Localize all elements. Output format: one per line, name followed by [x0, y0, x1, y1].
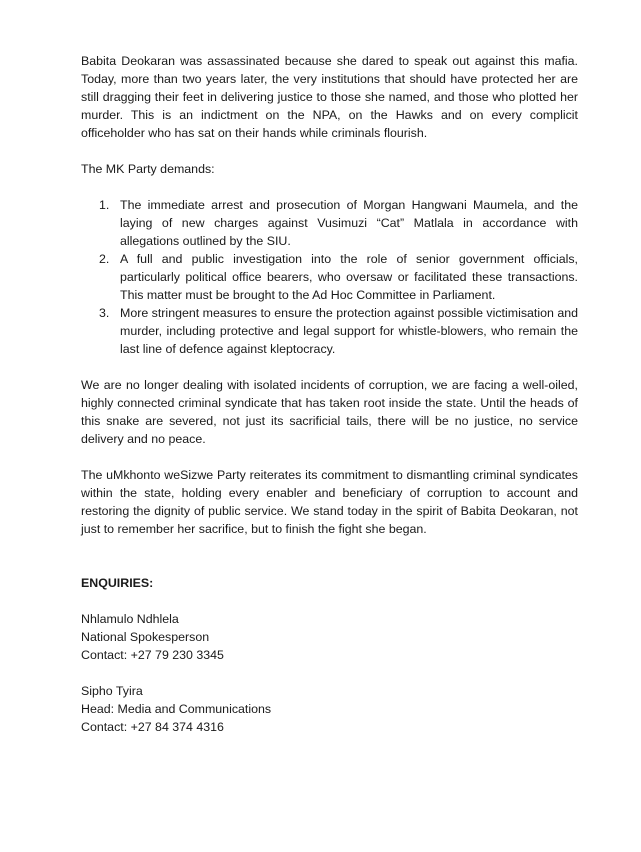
paragraph-syndicate: We are no longer dealing with isolated incidents of corruption, we are facing a well-oiled, highly connected criminal syndicate that has taken root inside the state. Until the heads of this snake are severed, not just its sacrificial tails, there will be no justice, no service delivery and no peace.: [81, 378, 578, 446]
contact-phone: Contact: +27 79 230 3345: [81, 648, 224, 662]
demands-intro: The MK Party demands:: [81, 162, 215, 176]
demand-item: [99, 196, 578, 250]
demand-number: 2.: [99, 252, 110, 266]
contact-title: National Spokesperson: [81, 630, 210, 644]
paragraph-assassination: Babita Deokaran was assassinated because she dared to speak out against this mafia. Today, more than two years later, the very institutions that should have protected her are still dragging their feet in delivering justice to those she named, and those who plotted her murder. This is an indictment on the NPA, on the Hawks and on every complicit officeholder who has sat on their hands while criminals flourish.: [81, 54, 578, 140]
contact-phone: Contact: +27 84 374 4316: [81, 720, 224, 734]
contact-title: Head: Media and Communications: [81, 702, 272, 716]
paragraph-commitment: The uMkhonto weSizwe Party reiterates its commitment to dismantling criminal syndicates within the state, holding every enabler and beneficiary of corruption to account and restoring the dignity of public service. We stand today in the spirit of Babita Deokaran, not just to remember her sacrifice, but to finish the fight she began.: [81, 468, 578, 536]
contact-block: [81, 610, 578, 664]
demand-item: [99, 304, 579, 358]
demand-item: [99, 250, 578, 304]
enquiries-heading: ENQUIRIES:: [81, 576, 154, 590]
contact-name: Nhlamulo Ndhlela: [81, 612, 179, 626]
demand-number: 3.: [99, 306, 110, 320]
demand-text: The immediate arrest and prosecution of Morgan Hangwani Maumela, and the laying of new charges against Vusimuzi “Cat” Matlala in accordance with allegations outlined by the SIU.: [120, 198, 578, 248]
demands-list: [81, 196, 578, 358]
document-body: [81, 52, 578, 754]
demand-text: More stringent measures to ensure the protection against possible victimisation and murder, including protective and legal support for whistle-blowers, who remain the last line of defence against kleptocracy.: [120, 306, 579, 356]
contact-name: Sipho Tyira: [81, 684, 143, 698]
demand-number: 1.: [99, 198, 110, 212]
contact-block: [81, 682, 578, 736]
demand-text: A full and public investigation into the role of senior government officials, particularly political office bearers, who oversaw or facilitated these transactions. This matter must be brought to the Ad Hoc Committee in Parliament.: [120, 252, 578, 302]
